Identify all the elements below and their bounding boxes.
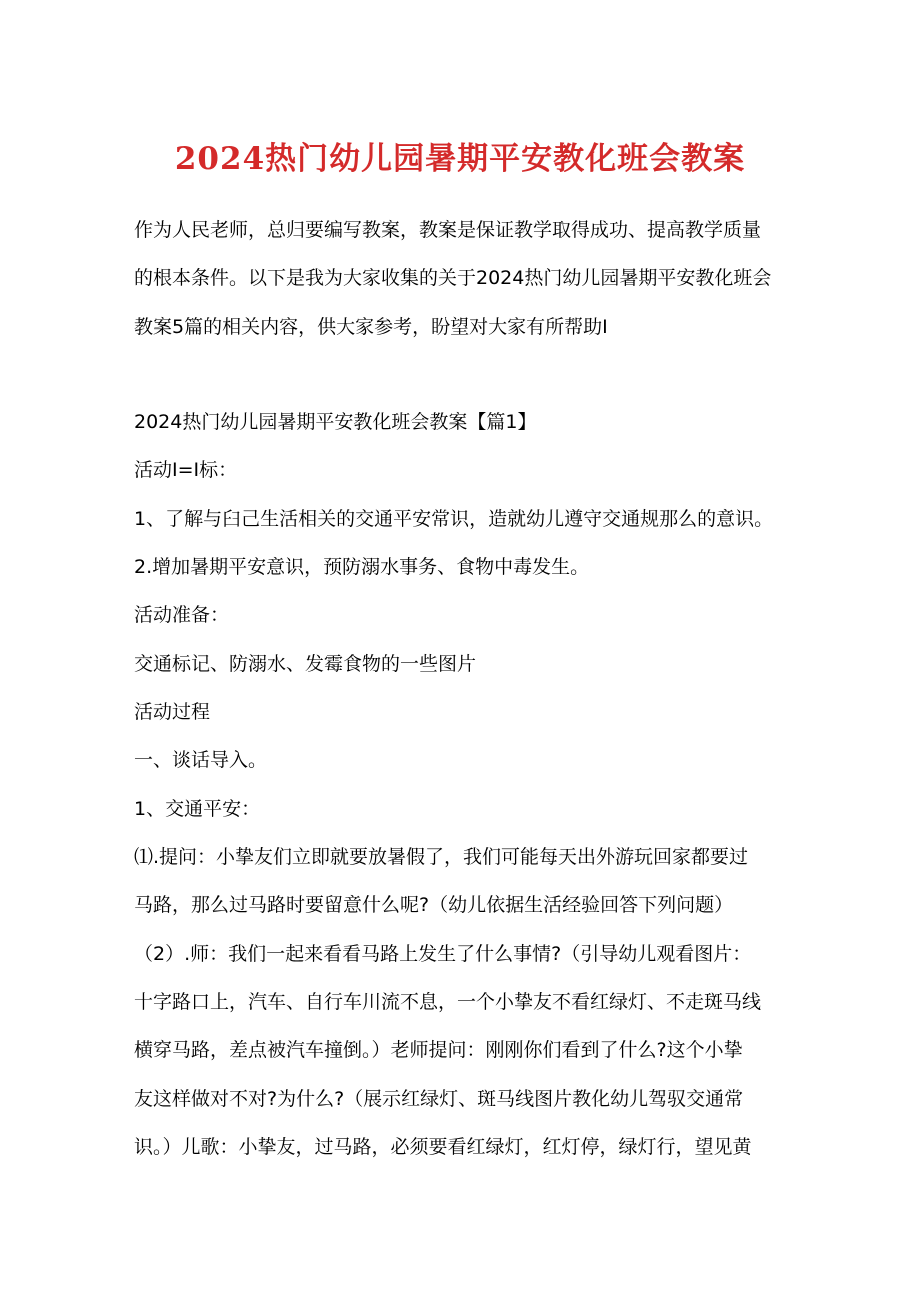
traffic-safety-heading: 1、交通平安：	[134, 798, 261, 820]
goal-item-1: 1、了解与臼己生活相关的交通平安常识，造就幼儿遵守交通规那么的意识。	[134, 508, 774, 530]
body-line-1: ⑴.提问：小挚友们立即就要放暑假了，我们可能每天出外游玩回家都要过	[134, 846, 749, 868]
body-line-2: 马路，那么过马路时要留意什么呢?（幼儿依据生活经验回答下列问题）	[134, 894, 734, 916]
activity-prep-content: 交通标记、防溺水、发霉食物的一些图片	[134, 653, 477, 675]
activity-goal-label: 活动I=I标：	[134, 459, 238, 481]
intro-line-2: 的根本条件。以下是我为大家收集的关于2024热门幼儿园暑期平安教化班会	[134, 267, 772, 289]
document-title: 2024热门幼儿园暑期平安教化班会教案	[174, 141, 746, 177]
body-line-6: 友这样做对不对?为什么?（展示红绿灯、斑马线图片教化幼儿驾驭交通常	[134, 1088, 744, 1110]
activity-prep-label: 活动准备：	[134, 604, 230, 626]
step-one-heading: 一、谈话导入。	[134, 749, 268, 771]
intro-line-3: 教案5篇的相关内容，供大家参考，盼望对大家有所帮助I	[134, 316, 608, 338]
intro-line-1: 作为人民老师，总归要编写教案，教案是保证教学取得成功、提高教学质量	[134, 219, 762, 241]
body-line-4: 十字路口上，汽车、自行车川流不息，一个小挚友不看红绿灯、不走斑马线	[134, 991, 762, 1013]
activity-process-label: 活动过程	[134, 701, 211, 723]
section-heading: 2024热门幼儿园暑期平安教化班会教案【篇1】	[134, 411, 537, 433]
body-line-3: （2）.师：我们一起来看看马路上发生了什么事情?（引导幼儿观看图片：	[134, 943, 752, 965]
body-line-7: 识。）儿歌：小挚友，过马路，必须要看红绿灯，红灯停，绿灯行，望见黄	[134, 1136, 752, 1158]
body-line-5: 横穿马路，差点被汽车撞倒。）老师提问：刚刚你们看到了什么?这个小挚	[134, 1039, 743, 1061]
goal-item-2: 2.增加暑期平安意识，预防溺水事务、食物中毒发生。	[134, 556, 590, 578]
